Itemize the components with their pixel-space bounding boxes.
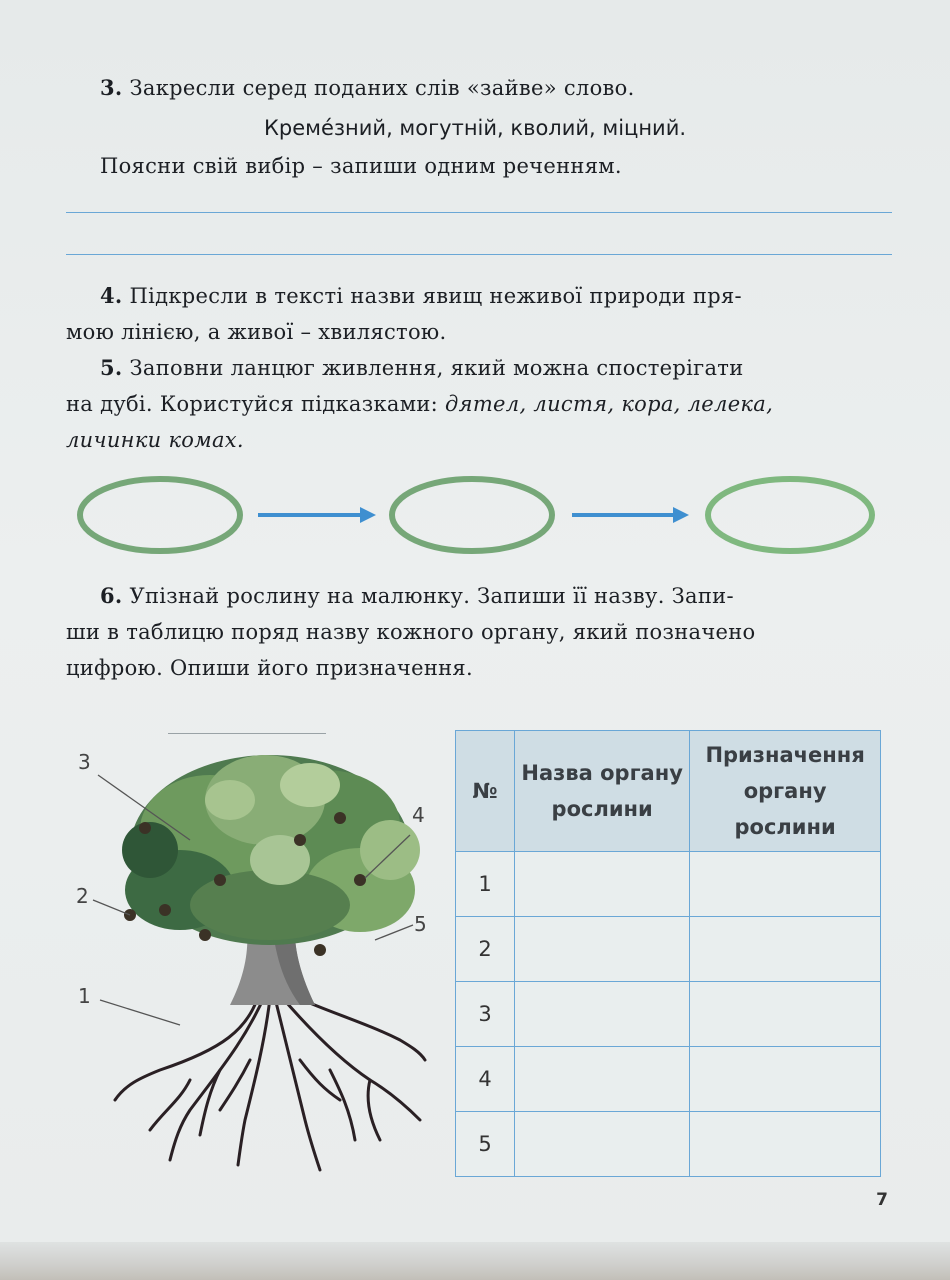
table-row	[456, 1112, 881, 1177]
arrow-head-icon	[673, 507, 689, 523]
organ-purpose-cell[interactable]	[690, 1112, 881, 1177]
task-3-prompt	[100, 70, 635, 106]
organs-table	[455, 730, 881, 1177]
organ-purpose-cell[interactable]	[690, 852, 881, 917]
header-organ-name: Назва органу рослини	[515, 731, 690, 852]
organ-name-cell[interactable]	[515, 852, 690, 917]
arrow-head-icon	[360, 507, 376, 523]
organ-purpose-cell[interactable]	[690, 982, 881, 1047]
food-chain-diagram	[70, 470, 890, 565]
foliage	[122, 755, 420, 945]
plant-name-answer-line[interactable]	[168, 733, 326, 734]
task-number: 6.	[100, 583, 123, 608]
organ-name-cell[interactable]	[515, 982, 690, 1047]
callout-4: 4	[412, 803, 425, 827]
task-number: 3.	[100, 75, 123, 100]
chain-oval-1[interactable]	[80, 479, 240, 551]
callout-2: 2	[76, 884, 89, 908]
organ-purpose-cell[interactable]	[690, 1047, 881, 1112]
task-3-word-list: Кремéзний, могутній, кволий, міцний.	[263, 116, 687, 140]
header-organ-purpose: Призначення органу рослини	[690, 731, 881, 852]
callout-1: 1	[78, 984, 91, 1008]
organ-name-cell[interactable]	[515, 1047, 690, 1112]
answer-line-2[interactable]	[66, 254, 892, 255]
task-text-line-2: ши в таблицю поряд назву кожного органу, який позначено	[66, 620, 756, 644]
task-text-line-2: мою лінією, а живої – хвилястою.	[66, 320, 447, 344]
page-bottom-edge	[0, 1242, 950, 1280]
task-text-line-1: Заповни ланцюг живлення, який можна спостерігати	[129, 356, 744, 380]
hint-words-cont: личинки комах.	[66, 428, 244, 452]
task-text-line-3: цифрою. Опиши його призначення.	[66, 656, 473, 680]
row-number: 3	[456, 982, 515, 1047]
answer-line-1[interactable]	[66, 212, 892, 213]
task-number: 4.	[100, 283, 123, 308]
organ-purpose-cell[interactable]	[690, 917, 881, 982]
callout-5: 5	[414, 912, 427, 936]
header-number: №	[456, 731, 515, 852]
chain-oval-3[interactable]	[708, 479, 872, 551]
callout-3: 3	[78, 750, 91, 774]
row-number: 4	[456, 1047, 515, 1112]
table-header-row	[456, 731, 881, 852]
task-6-prompt	[66, 578, 892, 686]
task-text-line-1: Підкресли в тексті назви явищ неживої природи пря-	[129, 284, 742, 308]
task-text: Закресли серед поданих слів «зайве» слово.	[129, 76, 635, 100]
oak-tree-illustration	[70, 740, 440, 1180]
organ-name-cell[interactable]	[515, 917, 690, 982]
organ-name-cell[interactable]	[515, 1112, 690, 1177]
hint-words: дятел, листя, кора, лелека,	[445, 392, 774, 416]
roots	[115, 990, 425, 1170]
task-3-instruction: Поясни свій вибір – запиши одним реченням.	[100, 154, 622, 178]
table-row	[456, 917, 881, 982]
task-text-line-1: Упізнай рослину на малюнку. Запиши її назву. Запи-	[129, 584, 734, 608]
task-5-prompt	[66, 350, 892, 458]
table-row	[456, 1047, 881, 1112]
row-number: 5	[456, 1112, 515, 1177]
task-4-prompt	[66, 278, 892, 350]
chain-oval-2[interactable]	[392, 479, 552, 551]
table-row	[456, 982, 881, 1047]
table-row	[456, 852, 881, 917]
row-number: 1	[456, 852, 515, 917]
task-number: 5.	[100, 355, 123, 380]
page-number: 7	[876, 1190, 888, 1210]
task-text-line-2: на дубі. Користуйся підказками:	[66, 392, 439, 416]
row-number: 2	[456, 917, 515, 982]
